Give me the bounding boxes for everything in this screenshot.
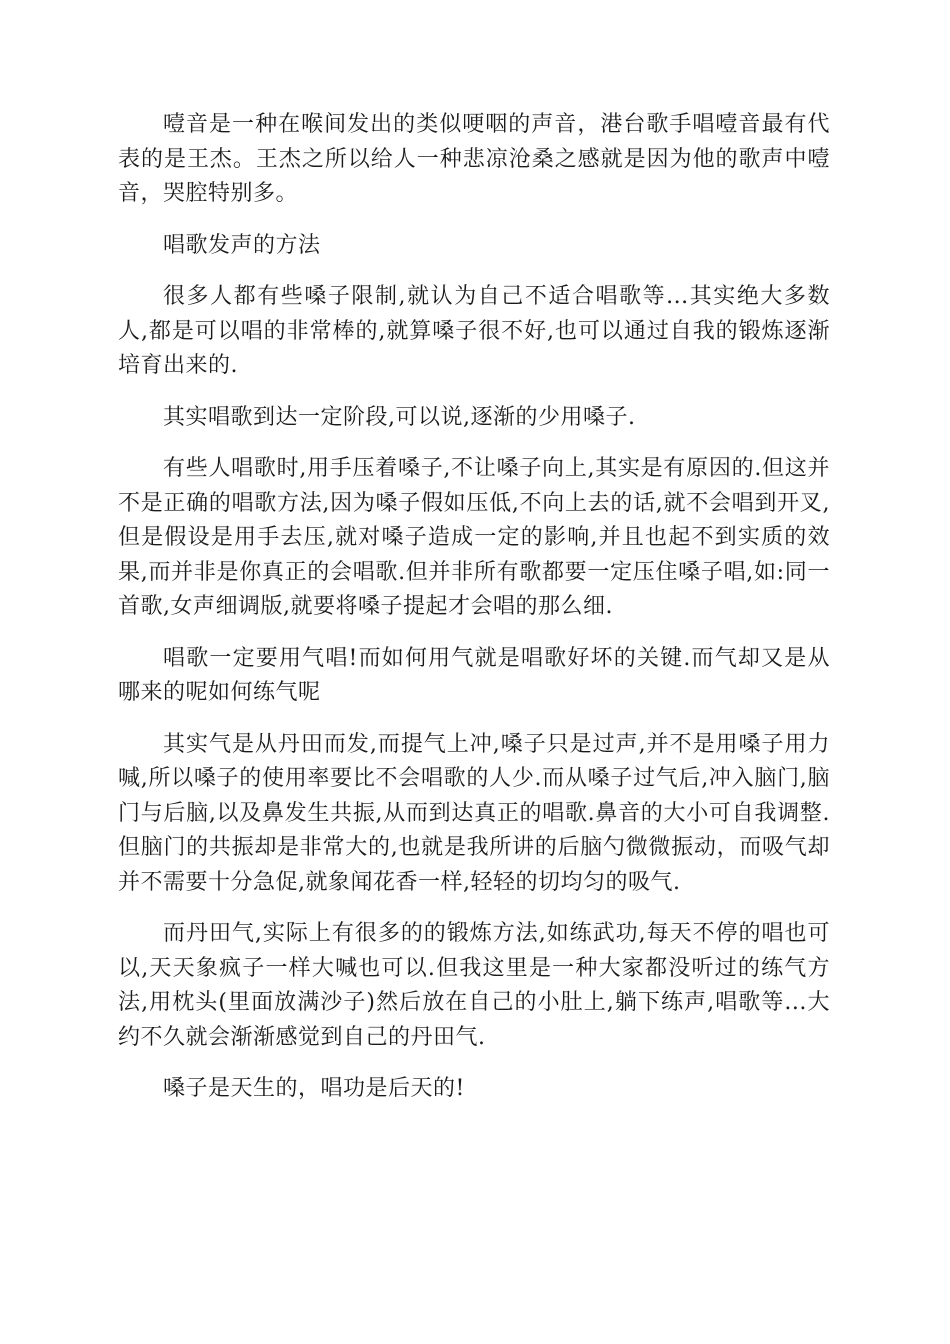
paragraph-use-breath: 唱歌一定要用气唱!而如何用气就是唱歌好坏的关键.而气却又是从哪来的呢如何练气呢: [118, 645, 830, 705]
section-heading: 唱歌发声的方法: [163, 232, 321, 258]
paragraph-pressing-throat: 有些人唱歌时,用手压着嗓子,不让嗓子向上,其实是有原因的.但这并不是正确的唱歌方法,因为嗓子假如压低,不向上去的话,就不会唱到开叉,但是假设是用手去压,就对嗓子造成一定的影响,并且也起不到实质的效果,而并非是你真正的会唱歌.但并非所有歌都要一定压住嗓子唱,如:同一首歌,女声细调版,就要将嗓子提起才会唱的那么细.: [118, 456, 830, 619]
paragraph-dantian-training: 而丹田气,实际上有很多的的锻炼方法,如练武功,每天不停的唱也可以,天天象疯子一样大喊也可以.但我这里是一种大家都没听过的练气方法,用枕头(里面放满沙子)然后放在自己的小肚上,躺下练声,唱歌等...大约不久就会渐渐感觉到自己的丹田气.: [118, 921, 830, 1050]
paragraph-less-throat: 其实唱歌到达一定阶段,可以说,逐渐的少用嗓子.: [163, 404, 636, 430]
paragraph-closing: 嗓子是天生的，唱功是后天的!: [163, 1076, 465, 1101]
paragraph-yeyin-intro: 噎音是一种在喉间发出的类似哽咽的声音，港台歌手唱噎音最有代表的是王杰。王杰之所以给人一种悲凉沧桑之感就是因为他的歌声中噎音，哭腔特别多。: [118, 112, 830, 206]
paragraph-dantian-origin: 其实气是从丹田而发,而提气上冲,嗓子只是过声,并不是用嗓子用力喊,所以嗓子的使用率要比不会唱歌的人少.而从嗓子过气后,冲入脑门,脑门与后脑,以及鼻发生共振,从而到达真正的唱歌.鼻音的大小可自我调整.但脑门的共振却是非常大的,也就是我所讲的后脑勺微微振动，而吸气却并不需要十分急促,就象闻花香一样,轻轻的切均匀的吸气.: [118, 731, 830, 895]
paragraph-voice-limits: 很多人都有些嗓子限制,就认为自己不适合唱歌等...其实绝大多数人,都是可以唱的非常棒的,就算嗓子很不好,也可以通过自我的锻炼逐渐培育出来的.: [118, 284, 830, 378]
document-body: [118, 108, 830, 1124]
